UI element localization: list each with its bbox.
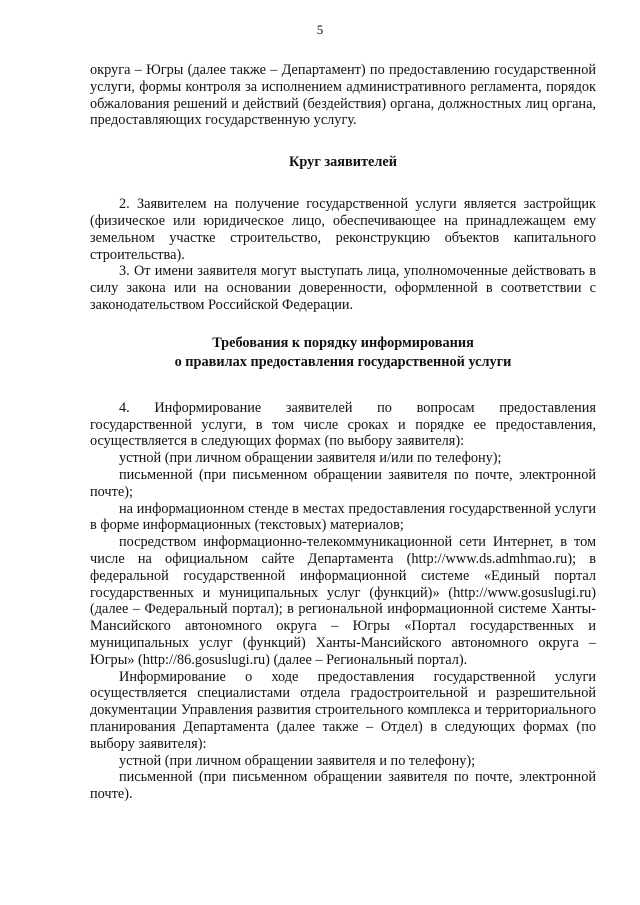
progress-form-oral-item: устной (при личном обращении заявителя и по телефону); [119,752,476,769]
paragraph-4: 4. Информирование заявителей по вопросам предоставления государственной услуги, в том числе сроках и порядке ее предоставления, осуществляется в следующих формах (по выбору заявителя): [90,399,596,450]
progress-form-written-item: письменной (при письменном обращении заявителя по почте, электронной почте). [90,769,596,803]
form-written-item: письменной (при письменном обращении заявителя по почте, электронной почте); [90,466,596,500]
intro-paragraph: округа – Югры (далее также – Департамент) по предоставлению государственной услуги, формы контроля за исполнением административного регламента, порядок обжалования решений и действий (бездействия) органа, должностных лиц органа, предоставляющих государственную услугу. [90,62,596,129]
section-heading-informing-line-1: Требования к порядку информирования [212,334,474,351]
form-internet-item: посредством информационно-телекоммуникационной сети Интернет, в том числе на официальном сайте Департамента (http://www.ds.admhmao.ru); в федеральной государственной информационной системе «Единый портал государственных и муниципальных услуг (функций)» (http://www.gosuslugi.ru) (далее – Федеральный портал); в региональной информационной системе Ханты-Мансийского автономного округа – Югры «Портал государственных и муниципальных услуг (функций) Ханты-Мансийского автономного округа – Югры» (http://86.gosuslugi.ru) (далее – Региональный портал). [90,534,596,668]
section-heading-applicants: Круг заявителей [289,154,397,171]
paragraph-3: 3. От имени заявителя могут выступать лица, уполномоченные действовать в силу закона или на основании доверенности, оформленной в соответствии с законодательством Российской Федерации. [90,263,596,313]
page-number: 5 [316,22,324,37]
form-oral-item: устной (при личном обращении заявителя и/или по телефону); [119,450,502,467]
document-body [90,62,596,803]
progress-informing-paragraph: Информирование о ходе предоставления государственной услуги осуществляется специалистами отдела градостроительной и разрешительной документации Управления развития строительного комплекса и территориального планирования Департамента (далее также – Отдел) в следующих формах (по выбору заявителя): [90,668,596,752]
form-stand-item: на информационном стенде в местах предоставления государственной услуги в форме информационных (текстовых) материалов; [90,500,596,534]
section-heading-informing [90,334,596,372]
paragraph-2: 2. Заявителем на получение государственной услуги является застройщик (физическое или юридическое лицо, обеспечивающее на принадлежащем ему земельном участке строительство, реконструкцию объектов капитального строительства). [90,196,596,263]
section-heading-informing-line-2: о правилах предоставления государственной услуги [174,353,512,370]
